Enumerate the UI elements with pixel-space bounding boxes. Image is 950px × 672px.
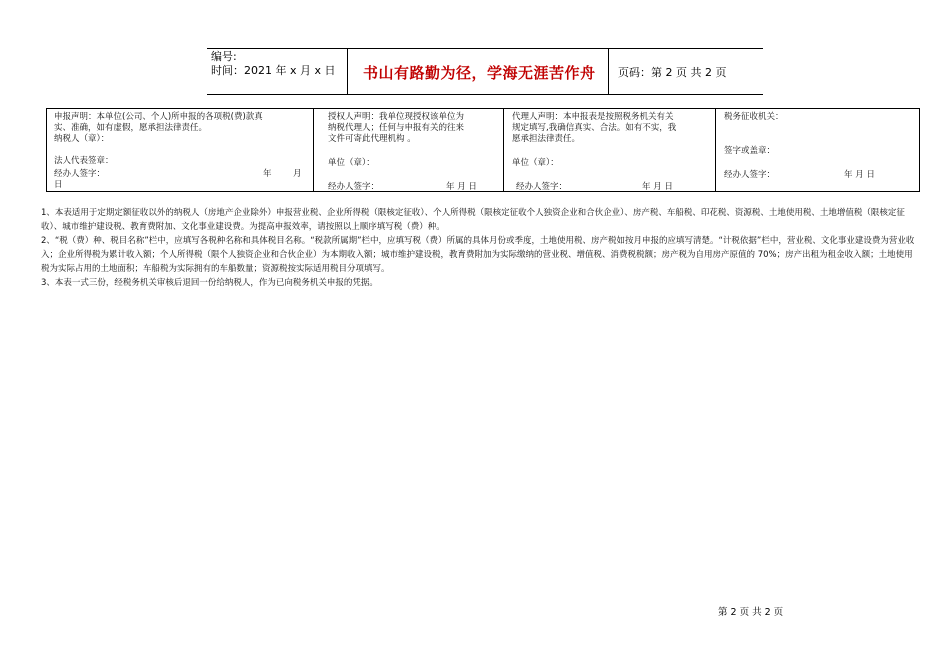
agent-line-2: 规定填写,我确信真实、合法。如有不实，我 [512, 123, 677, 133]
taxpayer-seal-label: 纳税人（章）： [54, 134, 110, 144]
taxpayer-month: 月 [293, 169, 302, 179]
header-meta [211, 50, 336, 78]
taxpayer-year: 年 [263, 169, 272, 179]
agent-line-1: 代理人声明：本申报表是按照税务机关有关 [512, 112, 674, 122]
tax-office-sign-label: 签字或盖章： [724, 146, 776, 156]
note-item: 1、本表适用于定期定额征收以外的纳税人（房地产企业除外）申报营业税、企业所得税（限核定征收）、个人所得税（限核定征收个人独资企业和合伙企业）、房产税、车船税、印花税、资源税、土地使用税、土地增值税（限核定征收）、城市维护建设税、教育费附加、文化事业建设费。为提高申报效率，请按照以上顺序填写税（费）种。 [41, 208, 905, 232]
agent-date: 年 月 日 [642, 182, 673, 192]
taxpayer-day: 日 [54, 180, 63, 190]
authorizer-date: 年 月 日 [446, 182, 477, 192]
taxpayer-line-1: 申报声明：本单位(公司、个人)所申报的各项税(费)款真 [54, 112, 263, 122]
header-page-number: 页码：第 2 页 共 2 页 [618, 66, 727, 79]
taxpayer-declaration-cell [47, 109, 313, 191]
header-divider-left [347, 48, 348, 94]
tax-office-handler-sign-label: 经办人签字： [724, 170, 776, 180]
tax-office-title: 税务征收机关： [724, 112, 784, 122]
instructions-notes [41, 206, 921, 290]
declaration-table [46, 108, 920, 192]
time-label: 时间：2021 年 x 月 x 日 [211, 64, 336, 77]
tax-office-cell [715, 109, 919, 191]
authorizer-unit-label: 单位（章）： [328, 158, 375, 168]
header-motto: 书山有路勤为径，学海无涯苦作舟 [363, 64, 596, 82]
tax-office-date: 年 月 日 [844, 170, 875, 180]
authorizer-line-1: 授权人声明：我单位现授权该单位为 [328, 112, 465, 122]
serial-label: 编号: [211, 50, 237, 63]
authorizer-line-2: 纳税代理人；任何与申报有关的往来 [328, 123, 465, 133]
legal-rep-sign-label: 法人代表签章： [54, 156, 114, 166]
agent-declaration-cell [503, 109, 715, 191]
taxpayer-line-2: 实、准确，如有虚假，愿承担法律责任。 [54, 123, 208, 133]
authorizer-line-3: 文件可寄此代理机构 。 [328, 134, 416, 144]
authorizer-declaration-cell [313, 109, 503, 191]
agent-handler-sign-label: 经办人签字： [516, 182, 568, 192]
header-top-rule [207, 48, 763, 49]
agent-unit-label: 单位（章）： [512, 158, 559, 168]
agent-line-3: 愿承担法律责任。 [512, 134, 581, 144]
note-item: 3、本表一式三份，经税务机关审核后退回一份给纳税人，作为已向税务机关申报的凭据。 [41, 278, 378, 288]
taxpayer-handler-sign-label: 经办人签字： [54, 169, 106, 179]
authorizer-handler-sign-label: 经办人签字： [328, 182, 380, 192]
header-bottom-rule [207, 94, 763, 95]
note-item: 2、“税（费）种、税目名称”栏中，应填写各税种名称和具体税目名称。“税款所属期”栏中，应填写税（费）所属的具体月份或季度，土地使用税、房产税如按月申报的应填写清楚。“计税依据”栏中，营业税、文化事业建设费为营业收入；企业所得税为累计收入额；个人所得税（限个人独资企业和合伙企业）为本期收入额；城市维护建设税，教育费附加为实际缴纳的营业税、增值税、消费税税额；房产税为自用房产原值的 70%；房产出租为租金收入额；土地使用税为实际占用的土地面积；车船税为实际拥有的车船数量；资源税按实际适用税目分项填写。 [41, 236, 915, 274]
footer-page-number: 第 2 页 共 2 页 [718, 607, 784, 618]
header-divider-right [608, 48, 609, 94]
